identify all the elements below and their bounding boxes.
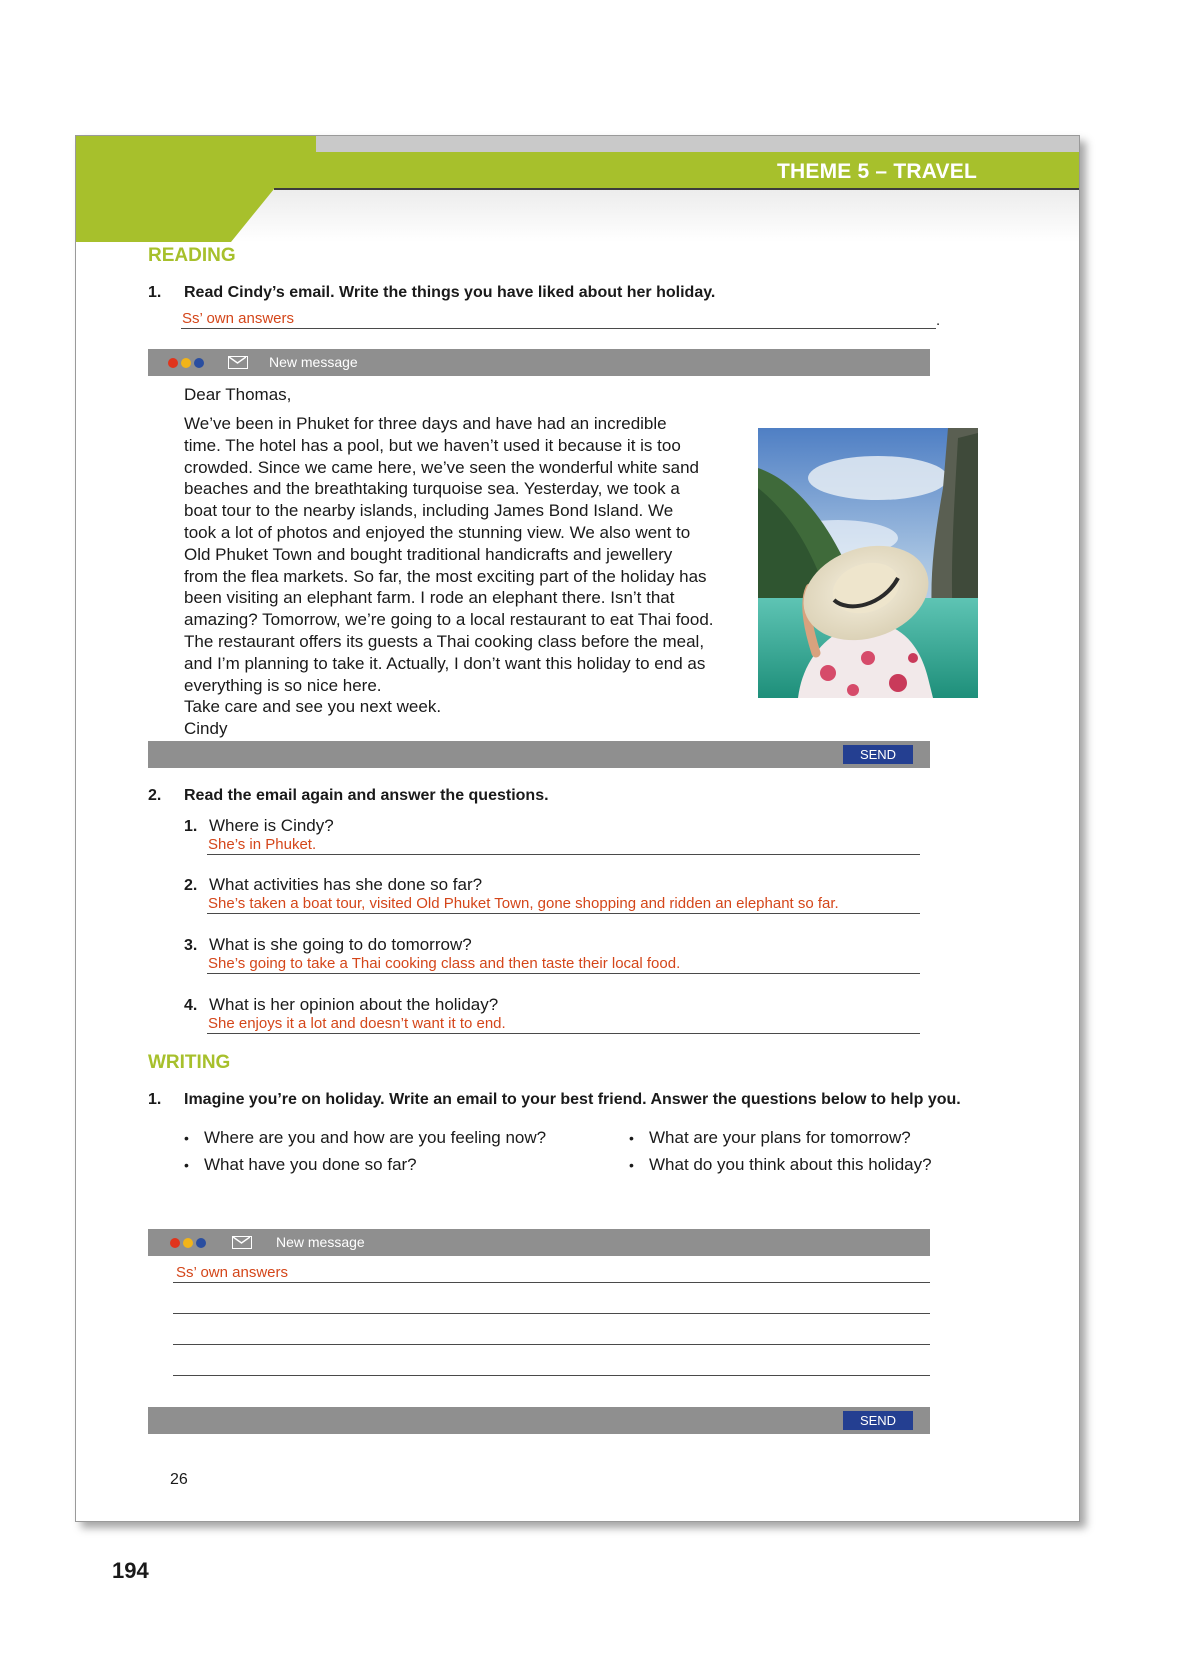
- question-number: 3.: [184, 937, 198, 954]
- email-header-bar: [148, 349, 930, 376]
- email-line: time. The hotel has a pool, but we haven’t used it because it is too: [184, 435, 681, 455]
- email-line: beaches and the breathtaking turquoise sea. Yesterday, we took a: [184, 479, 680, 499]
- banner-divider: [274, 188, 1079, 190]
- email-footer-bar: [148, 741, 930, 768]
- task-number: 2.: [148, 787, 162, 804]
- writing-line[interactable]: [173, 1344, 930, 1345]
- writing-email-header-bar: [148, 1229, 930, 1256]
- email-line: and I’m planning to take it. Actually, I don’t want this holiday to end as: [184, 653, 706, 673]
- red-dot-icon: [168, 358, 178, 368]
- reading-heading: READING: [148, 245, 236, 266]
- send-button[interactable]: SEND: [843, 745, 913, 764]
- question-text: What is she going to do tomorrow?: [209, 935, 472, 954]
- question-number: 1.: [184, 818, 198, 835]
- question-answer: She’s going to take a Thai cooking class and then taste their local food.: [208, 955, 681, 972]
- task-number: 1.: [148, 284, 162, 301]
- red-dot-icon: [170, 1238, 180, 1248]
- new-message-label: New message: [269, 354, 358, 370]
- question-text: What activities has she done so far?: [209, 875, 483, 894]
- send-button[interactable]: SEND: [843, 1411, 913, 1430]
- question-number: 4.: [184, 997, 198, 1014]
- yellow-dot-icon: [181, 358, 191, 368]
- prompt-bullet: • Where are you and how are you feeling now?: [184, 1128, 547, 1147]
- page-number: 26: [170, 1471, 188, 1488]
- email-line: from the flea markets. So far, the most exciting part of the holiday has: [184, 566, 707, 586]
- answer-line: [207, 1033, 920, 1034]
- envelope-icon: [228, 356, 248, 369]
- holiday-photo: [758, 428, 978, 698]
- email-line: everything is so nice here.: [184, 675, 382, 695]
- email-line: Old Phuket Town and bought traditional handicrafts and jewellery: [184, 544, 673, 564]
- email-line: We’ve been in Phuket for three days and have had an incredible: [184, 414, 667, 433]
- writing-line[interactable]: [173, 1313, 930, 1314]
- answer-line: [207, 913, 920, 914]
- email-greeting: Dear Thomas,: [184, 385, 292, 404]
- envelope-icon: [232, 1236, 252, 1249]
- blue-dot-icon: [196, 1238, 206, 1248]
- answer-line: [181, 328, 936, 329]
- email-line: crowded. Since we came here, we’ve seen the wonderful white sand: [184, 457, 700, 477]
- question-text: Where is Cindy?: [209, 816, 334, 835]
- email-body: [184, 413, 764, 718]
- theme-banner: [76, 136, 1079, 242]
- email-line: amazing? Tomorrow, we’re going to a local restaurant to eat Thai food.: [184, 610, 714, 630]
- reading-task-2: [148, 787, 549, 805]
- prompt-bullet: • What are your plans for tomorrow?: [629, 1128, 911, 1147]
- writing-heading: WRITING: [148, 1052, 231, 1073]
- answer-line: [207, 973, 920, 974]
- email-line: The restaurant offers its guests a Thai cooking class before the meal,: [184, 631, 705, 651]
- task1-answer: Ss’ own answers: [182, 310, 294, 327]
- email-line: took a lot of photos and enjoyed the stunning view. We also went to: [184, 522, 691, 542]
- writing-line[interactable]: [173, 1282, 930, 1283]
- question-answer: She’s taken a boat tour, visited Old Phuket Town, gone shopping and ridden an elephant so far.: [208, 895, 839, 912]
- prompt-bullet: • What have you done so far?: [184, 1155, 417, 1174]
- question-answer: She enjoys it a lot and doesn’t want it to end.: [208, 1015, 506, 1032]
- question-answer: She’s in Phuket.: [208, 836, 317, 853]
- theme-title: THEME 5 – TRAVEL: [776, 160, 977, 183]
- answer-line: [207, 854, 920, 855]
- prompt-bullet: • What do you think about this holiday?: [629, 1155, 932, 1174]
- question-number: 2.: [184, 877, 198, 894]
- reading-task-1: [148, 284, 715, 302]
- book-page-number: 194: [112, 1558, 149, 1583]
- task-instruction: Imagine you’re on holiday. Write an email to your best friend. Answer the questions below to help you.: [184, 1091, 961, 1108]
- writing-line[interactable]: [173, 1375, 930, 1376]
- question-text: What is her opinion about the holiday?: [209, 995, 499, 1014]
- email-line: boat tour to the nearby islands, including James Bond Island. We: [184, 501, 674, 521]
- workbook-page: [75, 135, 1080, 1522]
- blue-dot-icon: [194, 358, 204, 368]
- task-instruction: Read Cindy’s email. Write the things you have liked about her holiday.: [184, 284, 716, 301]
- writing-email-footer-bar: [148, 1407, 930, 1434]
- email-signature: Cindy: [184, 719, 228, 738]
- writing-answer: Ss’ own answers: [176, 1264, 288, 1281]
- new-message-label: New message: [276, 1234, 365, 1250]
- email-line: Take care and see you next week.: [184, 697, 442, 717]
- task-instruction: Read the email again and answer the questions.: [184, 787, 549, 804]
- answer-end-mark: .: [936, 312, 941, 329]
- writing-task-1: [148, 1091, 961, 1109]
- task-number: 1.: [148, 1091, 162, 1108]
- email-line: been visiting an elephant farm. I rode an elephant there. Isn’t that: [184, 588, 675, 608]
- yellow-dot-icon: [183, 1238, 193, 1248]
